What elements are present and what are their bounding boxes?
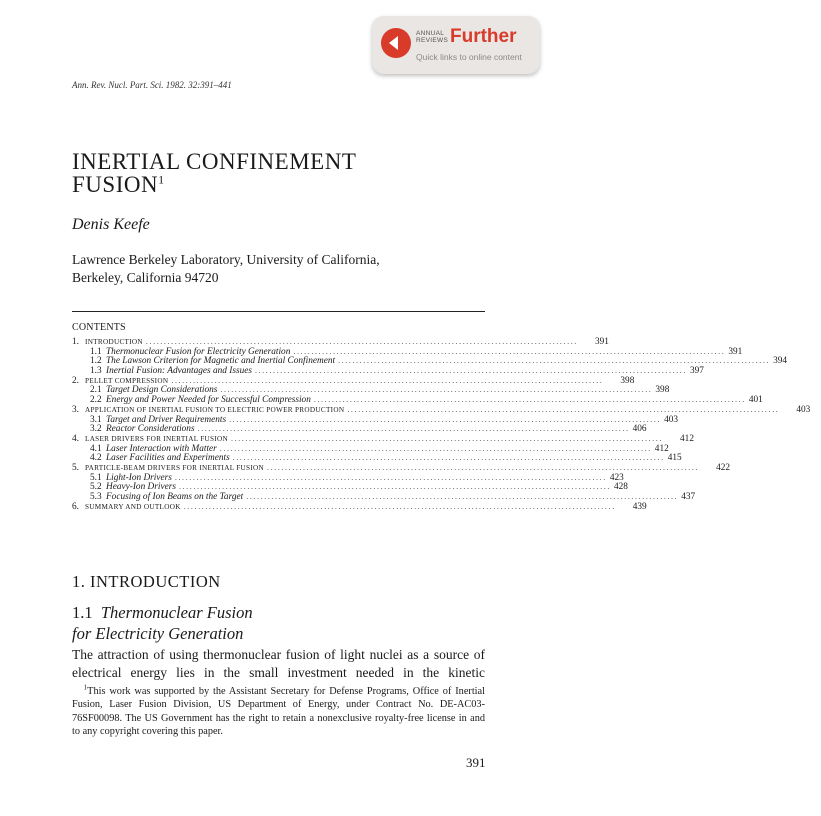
toc-entry[interactable] xyxy=(72,424,647,435)
toc-entry-label: Focusing of Ion Beams on the Target xyxy=(106,492,244,502)
page-number: 391 xyxy=(466,755,486,770)
toc-entry[interactable] xyxy=(72,346,743,357)
toc-entry-label: Laser Facilities and Experiments xyxy=(106,453,230,464)
contents-heading: CONTENTS xyxy=(72,322,126,333)
subsection-title-line1: Thermonuclear Fusion xyxy=(100,603,253,622)
footnote-line1: This work was supported by the Assistant Secretary for Defense Programs, Office xyxy=(87,686,439,697)
toc-leader-dots: ........................................................................................................................ xyxy=(197,424,630,434)
toc-entry-number: 5.1 xyxy=(90,472,102,483)
toc-entry[interactable] xyxy=(72,482,628,493)
badge-further: Further xyxy=(450,26,517,47)
toc-leader-dots: ........................................................................................................................ xyxy=(246,492,679,501)
table-of-contents xyxy=(72,337,811,512)
toc-entry-number: 2.1 xyxy=(90,385,102,396)
toc-leader-dots: ........................................................................................................................ xyxy=(171,375,604,385)
toc-entry-number: 3.2 xyxy=(90,424,102,435)
toc-entry-number: 5.2 xyxy=(90,482,102,493)
body-paragraph: The attraction of using thermonuclear fusion of light nuclei as a source of electrical energy lies in the small investment needed in the kinetic xyxy=(72,647,485,680)
title-line1: INERTIAL CONFINEMENT xyxy=(72,149,357,174)
toc-entry[interactable] xyxy=(72,501,647,512)
toc-entry-label: APPLICATION OF INERTIAL FUSION TO ELECTRIC POWER PRODUCTION xyxy=(85,405,345,414)
toc-entry[interactable] xyxy=(72,492,696,502)
toc-entry[interactable] xyxy=(72,375,635,386)
toc-entry[interactable] xyxy=(72,366,704,377)
toc-leader-dots: ........................................................................................................................ xyxy=(254,366,687,376)
toc-entry[interactable] xyxy=(72,404,811,415)
toc-entry-page: 439 xyxy=(632,501,647,512)
toc-entry-number: 4.1 xyxy=(90,443,102,454)
badge-annual: ANNUAL xyxy=(416,30,445,37)
toc-entry-number: 2. xyxy=(72,375,79,386)
toc-leader-dots: ........................................................................................................................ xyxy=(232,453,665,463)
toc-leader-dots: ........................................................................................................................ xyxy=(174,472,607,482)
badge-subtitle: Quick links to online content xyxy=(416,52,522,62)
toc-entry-page: 394 xyxy=(773,356,788,367)
affiliation xyxy=(72,251,380,287)
toc-leader-dots: ........................................................................................................................ xyxy=(230,433,663,443)
toc-leader-dots: ........................................................................................................................ xyxy=(145,337,578,346)
toc-leader-dots: ........................................................................................................................ xyxy=(183,501,616,511)
affiliation-line2: Berkeley, California 94720 xyxy=(72,270,219,285)
toc-entry-number: 3. xyxy=(72,404,79,415)
toc-leader-dots: ........................................................................................................................ xyxy=(178,482,611,492)
toc-entry[interactable] xyxy=(72,337,609,347)
toc-entry-label: Thermonuclear Fusion for Electricity Generation xyxy=(106,346,291,357)
toc-entry-label: Inertial Fusion: Advantages and Issues xyxy=(106,366,252,377)
toc-entry-page: 412 xyxy=(680,433,694,444)
toc-leader-dots: ........................................................................................................................ xyxy=(220,385,653,395)
footnote xyxy=(72,685,485,739)
toc-entry-label: Reactor Considerations xyxy=(106,424,195,435)
toc-leader-dots: ........................................................................................................................ xyxy=(338,356,771,366)
toc-entry-page: 401 xyxy=(748,395,763,406)
toc-entry-label: Energy and Power Needed for Successful Compression xyxy=(106,395,311,406)
footnote-line2: of Inertial Fusion, Laser Fusion Division, US Department of Energy, under Contract xyxy=(72,686,485,711)
divider xyxy=(72,311,485,312)
toc-entry-number: 6. xyxy=(72,501,79,512)
toc-entry-label: LASER DRIVERS FOR INERTIAL FUSION xyxy=(85,434,228,443)
toc-entry-label: SUMMARY AND OUTLOOK xyxy=(85,502,181,511)
toc-entry[interactable] xyxy=(72,385,670,396)
toc-entry-page: 403 xyxy=(664,414,679,425)
toc-entry-label: INTRODUCTION xyxy=(85,338,143,346)
toc-entry-page: 398 xyxy=(620,375,635,386)
toc-entry[interactable] xyxy=(72,356,788,367)
toc-entry-number: 1.1 xyxy=(90,346,102,357)
toc-entry-number: 3.1 xyxy=(90,414,102,425)
toc-entry-label: Target and Driver Requirements xyxy=(106,414,227,425)
toc-entry[interactable] xyxy=(72,433,694,444)
toc-leader-dots: ........................................................................................................................ xyxy=(313,395,746,405)
toc-entry-page: 428 xyxy=(613,482,628,493)
toc-entry[interactable] xyxy=(72,443,669,454)
toc-entry-page: 415 xyxy=(667,453,682,464)
title-line2: FUSION xyxy=(72,172,159,197)
author: Denis Keefe xyxy=(72,216,150,233)
badge-publisher-label xyxy=(416,30,449,44)
toc-entry-number: 1. xyxy=(72,337,79,347)
toc-entry[interactable] xyxy=(72,453,682,464)
subsection-heading xyxy=(72,602,253,644)
toc-leader-dots: ........................................................................................................................ xyxy=(267,462,700,472)
citation: Ann. Rev. Nucl. Part. Sci. 1982. 32:391–441 xyxy=(72,80,232,90)
toc-entry-page: 398 xyxy=(655,385,670,396)
toc-entry-label: Heavy-Ion Drivers xyxy=(106,482,176,493)
toc-entry-number: 5.3 xyxy=(90,492,102,502)
toc-entry-number: 5. xyxy=(72,462,79,473)
toc-leader-dots: ........................................................................................................................ xyxy=(229,414,662,424)
toc-entry-page: 406 xyxy=(632,424,647,435)
toc-entry-label: PARTICLE-BEAM DRIVERS FOR INERTIAL FUSION xyxy=(85,463,265,472)
article-title xyxy=(72,150,356,196)
toc-entry-number: 2.2 xyxy=(90,395,102,406)
toc-entry-label: Light-Ion Drivers xyxy=(106,472,172,483)
toc-leader-dots: ........................................................................................................................ xyxy=(219,443,652,453)
toc-entry[interactable] xyxy=(72,395,763,406)
toc-entry-label: The Lawson Criterion for Magnetic and Inertial Confinement xyxy=(106,356,336,367)
toc-entry-page: 403 xyxy=(796,404,811,415)
toc-entry[interactable] xyxy=(72,472,624,483)
back-arrow-icon xyxy=(381,28,411,58)
toc-entry-label: Target Design Considerations xyxy=(106,385,218,396)
toc-entry-page: 422 xyxy=(716,462,731,473)
title-footnote-mark: 1 xyxy=(158,172,165,187)
toc-entry-number: 4.2 xyxy=(90,453,102,464)
toc-entry-label: Laser Interaction with Matter xyxy=(106,443,217,454)
toc-entry[interactable] xyxy=(72,462,731,473)
toc-entry-page: 397 xyxy=(689,366,704,377)
toc-entry[interactable] xyxy=(72,414,679,425)
toc-entry-page: 423 xyxy=(609,472,624,483)
toc-entry-page: 391 xyxy=(728,346,743,357)
toc-entry-number: 1.2 xyxy=(90,356,102,367)
toc-leader-dots: ........................................................................................................................ xyxy=(347,404,780,414)
toc-entry-page: 412 xyxy=(654,443,669,454)
footnote-line4: royalty-free license in and to any copyright covering this paper. xyxy=(72,712,485,738)
toc-entry-number: 4. xyxy=(72,433,79,444)
section-heading: 1. INTRODUCTION xyxy=(72,572,221,591)
subsection-title-line2: for Electricity Generation xyxy=(72,624,244,643)
badge-reviews: REVIEWS xyxy=(416,37,449,44)
toc-entry-label: PELLET COMPRESSION xyxy=(85,376,169,385)
toc-entry-page: 391 xyxy=(594,337,609,347)
subsection-number: 1.1 xyxy=(72,603,93,622)
footnote-mark: 1 xyxy=(83,683,88,692)
toc-entry-page: 437 xyxy=(681,492,696,502)
affiliation-line1: Lawrence Berkeley Laboratory, University of California, xyxy=(72,252,380,267)
toc-leader-dots: ........................................................................................................................ xyxy=(293,346,726,356)
footnote-line3: No. DE-AC03-76SF00098. The US Government has the right to retain a nonexclusive xyxy=(72,699,486,724)
further-badge[interactable] xyxy=(372,16,540,74)
toc-entry-number: 1.3 xyxy=(90,366,102,377)
